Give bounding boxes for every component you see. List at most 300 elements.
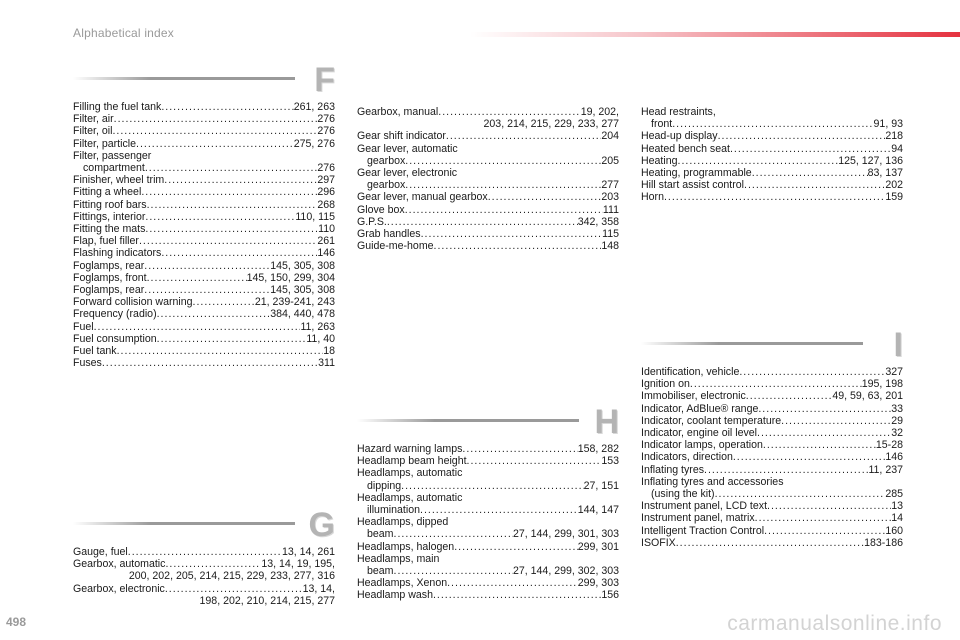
entry-pages: 153 [601, 455, 619, 468]
entry-name: Indicators, direction [641, 451, 733, 464]
dot-leader [718, 130, 886, 142]
entry-name: Filter, particle [73, 137, 136, 150]
entry-name: Headlamps, main [357, 552, 440, 565]
entry-name: Filter, passenger [73, 149, 152, 162]
dot-leader [112, 125, 317, 137]
dot-leader [94, 321, 301, 333]
index-entry [641, 451, 903, 463]
dot-leader [421, 228, 603, 240]
entry-pages: 14 [891, 512, 903, 525]
entry-pages: 13 [891, 500, 903, 513]
index-entry [73, 211, 335, 223]
entry-pages: 276 [317, 162, 335, 175]
entry-name: Foglamps, rear [73, 259, 145, 272]
entry-name: Hill start assist control [641, 179, 745, 192]
index-entry [357, 443, 619, 455]
dot-leader [193, 296, 255, 308]
entry-name: Fitting a wheel [73, 186, 142, 199]
entry-pages: 13, 14, [302, 582, 335, 595]
index-entry [641, 439, 903, 451]
dot-leader [165, 558, 261, 570]
entry-pages: 27, 144, 299, 302, 303 [512, 565, 619, 578]
dot-leader [744, 179, 885, 191]
entry-name: Headlamps, dipped [357, 516, 449, 529]
index-entry [357, 118, 619, 130]
entry-name: Fuel tank [73, 345, 117, 358]
index-entry [73, 101, 335, 113]
dot-leader [145, 223, 318, 235]
entry-pages: 145, 305, 308 [270, 284, 335, 297]
entry-name: Foglamps, rear [73, 284, 145, 297]
entry-pages: 277 [601, 179, 619, 192]
entry-pages: 159 [885, 191, 903, 204]
dot-leader [433, 589, 601, 601]
entry-pages: 115 [602, 228, 619, 241]
entry-name: Flap, fuel filler [73, 235, 139, 248]
index-entry [73, 174, 335, 186]
dot-leader [758, 403, 891, 415]
entry-pages: 83, 137 [867, 167, 903, 180]
index-entry [357, 155, 619, 167]
index-entry [73, 235, 335, 247]
section-i [641, 326, 903, 549]
dot-leader [676, 537, 864, 549]
dot-leader [733, 451, 885, 463]
section-g-continued [357, 106, 619, 252]
entry-pages: 145, 150, 299, 304 [246, 271, 335, 284]
index-entry [641, 390, 903, 402]
dot-leader [405, 179, 601, 191]
dot-leader [672, 118, 873, 130]
entry-name: Headlamps, automatic [357, 467, 463, 480]
index-entries [641, 106, 903, 204]
page-number: 498 [6, 615, 27, 629]
index-entry [73, 333, 335, 345]
entry-name: gearbox [367, 154, 406, 167]
entry-name: Flashing indicators [73, 247, 162, 260]
entry-name: dipping [367, 479, 402, 492]
index-entry [357, 528, 619, 540]
index-entry [641, 476, 903, 488]
entry-name: Indicator, AdBlue® range [641, 402, 759, 415]
index-entry [641, 143, 903, 155]
entry-name: Gear lever, automatic [357, 142, 458, 155]
entry-pages: 19, 202, [580, 106, 619, 118]
index-entry [641, 403, 903, 415]
entry-pages: 32 [891, 427, 903, 440]
entry-name: Head-up display [641, 130, 718, 143]
dot-leader [102, 357, 318, 369]
index-entry [357, 130, 619, 142]
entry-pages: 94 [891, 142, 903, 155]
index-entry [641, 415, 903, 427]
entry-name: Headlamp wash [357, 589, 433, 602]
index-entry [357, 553, 619, 565]
index-entry [73, 138, 335, 150]
dot-leader [462, 443, 577, 455]
index-entry [357, 455, 619, 467]
dot-leader [161, 101, 293, 113]
entry-pages: 276 [317, 113, 335, 126]
entry-name: Gear lever, manual gearbox [357, 191, 488, 204]
entry-name: Headlamps, Xenon [357, 577, 448, 590]
entry-name: Finisher, wheel trim [73, 174, 165, 187]
index-entry [357, 191, 619, 203]
dot-leader [752, 167, 868, 179]
entry-name: Heated bench seat [641, 142, 730, 155]
entry-pages: 110 [318, 223, 335, 236]
entry-pages: 13, 14, 19, 195, [261, 558, 335, 571]
index-entry [641, 378, 903, 390]
entry-pages: 203, 214, 215, 229, 233, 277 [483, 118, 619, 131]
index-entry [641, 512, 903, 524]
entry-pages: 15-28 [875, 439, 903, 452]
dot-leader [446, 130, 601, 142]
entry-pages: 200, 202, 205, 214, 215, 229, 233, 277, 316 [128, 570, 335, 583]
section-letter: F [314, 61, 335, 99]
entry-name: Gear shift indicator [357, 130, 446, 143]
entry-pages: 21, 239-241, 243 [254, 296, 335, 309]
entry-pages: 160 [885, 524, 903, 537]
dot-leader [704, 464, 868, 476]
entry-pages: 146 [885, 451, 903, 464]
entry-name: Gearbox, electronic [73, 582, 165, 595]
entry-name: Guide-me-home [357, 240, 434, 253]
entry-name: Instrument panel, LCD text [641, 500, 768, 513]
entry-name: Horn [641, 191, 664, 204]
dot-leader [145, 211, 295, 223]
entry-pages: 148 [601, 240, 619, 253]
dot-leader [763, 439, 876, 451]
index-entry [641, 427, 903, 439]
dot-leader [405, 204, 603, 216]
entry-name: Forward collision warning [73, 296, 193, 309]
entry-pages: 145, 305, 308 [270, 259, 335, 272]
entry-name: Headlamps, automatic [357, 491, 463, 504]
entry-name: Head restraints, [641, 106, 716, 118]
entry-name: Headlamp beam height [357, 455, 467, 468]
entry-name: (using the kit) [651, 488, 715, 501]
section-divider [73, 77, 295, 80]
entry-name: Fittings, interior [73, 210, 146, 223]
header-title: Alphabetical index [73, 26, 175, 40]
entry-pages: 125, 127, 136 [838, 154, 903, 167]
dot-leader [755, 512, 892, 524]
entry-pages: 311 [318, 357, 335, 370]
section-g-header [73, 506, 335, 546]
section-letter: H [594, 403, 619, 441]
index-entry [641, 106, 903, 118]
entry-pages: 261 [317, 235, 335, 248]
entry-name: beam [367, 528, 394, 541]
entry-name: Indicator, engine oil level [641, 427, 758, 440]
entry-pages: 144, 147 [577, 504, 619, 517]
entry-name: Gearbox, automatic [73, 558, 166, 571]
index-entry [641, 525, 903, 537]
entry-name: Fuel consumption [73, 332, 157, 345]
dot-leader [781, 415, 891, 427]
entry-pages: 110, 115 [295, 210, 335, 223]
entry-pages: 202 [885, 179, 903, 192]
dot-leader [114, 113, 318, 125]
entry-name: Inflating tyres and accessories [641, 475, 784, 488]
dot-leader [128, 546, 282, 558]
index-entry [73, 558, 335, 570]
entry-pages: 297 [317, 174, 335, 187]
entry-name: ISOFIX [641, 536, 676, 549]
index-entry [357, 143, 619, 155]
entry-name: Immobiliser, electronic [641, 390, 746, 403]
section-divider [357, 419, 579, 422]
dot-leader [145, 162, 317, 174]
dot-leader [739, 366, 885, 378]
entry-name: illumination [367, 504, 420, 517]
entry-pages: 11, 40 [306, 332, 335, 345]
entry-pages: 327 [885, 366, 903, 378]
index-entry [73, 284, 335, 296]
entry-pages: 27, 151 [583, 479, 619, 492]
dot-leader [690, 378, 862, 390]
entry-pages: 275, 276 [293, 137, 335, 150]
dot-leader [147, 272, 247, 284]
entry-pages: 205 [601, 154, 619, 167]
section-h-header [357, 403, 619, 443]
entry-name: Intelligent Traction Control [641, 524, 765, 537]
index-entries [73, 546, 335, 607]
index-entry [641, 179, 903, 191]
entry-pages: 268 [317, 198, 335, 211]
index-entry [73, 570, 335, 582]
dot-leader [136, 138, 294, 150]
index-entry [73, 272, 335, 284]
index-entry [357, 565, 619, 577]
index-entries [641, 366, 903, 549]
entry-name: Heating [641, 154, 678, 167]
entry-name: Fitting the mats [73, 223, 146, 236]
index-entry [73, 296, 335, 308]
dot-leader [164, 174, 317, 186]
dot-leader [117, 345, 324, 357]
index-entry [357, 541, 619, 553]
entry-name: Gearbox, manual [357, 106, 439, 118]
dot-leader [141, 186, 317, 198]
dot-leader [144, 284, 270, 296]
dot-leader [139, 235, 317, 247]
index-entry [357, 179, 619, 191]
dot-leader [157, 308, 271, 320]
section-letter: G [308, 506, 335, 544]
index-entry [357, 204, 619, 216]
index-entry [357, 492, 619, 504]
entry-name: Heating, programmable [641, 167, 752, 180]
dot-leader [165, 583, 303, 595]
entry-pages: 11, 237 [868, 463, 903, 476]
entry-pages: 11, 263 [300, 320, 335, 333]
entry-pages: 198, 202, 210, 214, 215, 277 [199, 594, 335, 607]
entry-name: compartment [83, 162, 145, 175]
entry-name: G.P.S. [357, 215, 387, 228]
index-entry [73, 321, 335, 333]
dot-leader [715, 488, 886, 500]
index-entry [73, 247, 335, 259]
dot-leader [401, 480, 583, 492]
entry-name: Indicator lamps, operation [641, 439, 763, 452]
index-entry [73, 186, 335, 198]
index-entry [73, 223, 335, 235]
entry-pages: 204 [601, 130, 619, 143]
index-entry [641, 167, 903, 179]
entry-pages: 342, 358 [577, 215, 619, 228]
index-entry [641, 488, 903, 500]
index-entry [641, 191, 903, 203]
section-letter: I [893, 326, 903, 364]
entry-pages: 156 [601, 589, 619, 602]
entry-pages: 203 [601, 191, 619, 204]
index-entry [641, 366, 903, 378]
entry-name: gearbox [367, 179, 406, 192]
index-entry [73, 199, 335, 211]
entry-name: Ignition on [641, 378, 690, 391]
dot-leader [746, 390, 833, 402]
dot-leader [394, 565, 513, 577]
entry-pages: 91, 93 [873, 118, 903, 131]
section-g [73, 506, 335, 607]
entry-name: Headlamps, halogen [357, 540, 455, 553]
index-entry [357, 106, 619, 118]
entry-name: Indicator, coolant temperature [641, 414, 782, 427]
entry-name: Fuses [73, 357, 102, 370]
section-divider [73, 522, 295, 525]
entry-pages: 18 [323, 345, 335, 358]
entry-pages: 146 [317, 247, 335, 260]
dot-leader [678, 155, 839, 167]
dot-leader [405, 155, 601, 167]
entry-name: Filter, air [73, 113, 114, 126]
section-i-header [641, 326, 903, 366]
index-entries [73, 101, 335, 369]
entry-name: Filling the fuel tank [73, 101, 162, 113]
entry-name: Filter, oil [73, 125, 113, 138]
entry-name: Identification, vehicle [641, 366, 740, 378]
dot-leader [157, 333, 307, 345]
dot-leader [767, 500, 891, 512]
section-f-header [73, 61, 335, 101]
entry-name: Gear lever, electronic [357, 167, 458, 180]
index-entry [641, 155, 903, 167]
entry-name: front [651, 118, 673, 131]
index-entry [357, 216, 619, 228]
dot-leader [387, 216, 578, 228]
entry-pages: 195, 198 [861, 378, 903, 391]
dot-leader [144, 260, 270, 272]
index-entry [641, 464, 903, 476]
entry-name: Hazard warning lamps [357, 443, 463, 455]
entry-name: Inflating tyres [641, 463, 705, 476]
entry-pages: 299, 303 [577, 577, 619, 590]
entry-pages: 296 [317, 186, 335, 199]
dot-leader [664, 191, 885, 203]
entry-name: beam [367, 565, 394, 578]
entry-pages: 384, 440, 478 [270, 308, 335, 321]
index-entry [357, 167, 619, 179]
index-entry [357, 589, 619, 601]
entry-pages: 299, 301 [577, 540, 619, 553]
entry-pages: 183-186 [864, 536, 903, 549]
entry-name: Fitting roof bars [73, 198, 147, 211]
entry-pages: 13, 14, 261 [281, 546, 335, 558]
index-entry [73, 546, 335, 558]
entry-pages: 29 [891, 414, 903, 427]
entry-name: Foglamps, front [73, 271, 147, 284]
index-entry [357, 577, 619, 589]
index-entry [73, 583, 335, 595]
dot-leader [147, 199, 318, 211]
index-entries [357, 106, 619, 252]
section-divider [641, 342, 863, 345]
dot-leader [467, 455, 602, 467]
index-entry [73, 308, 335, 320]
index-entry [73, 162, 335, 174]
index-entries [357, 443, 619, 602]
entry-pages: 285 [885, 488, 903, 501]
dot-leader [730, 143, 891, 155]
section-h-continued [641, 106, 903, 204]
entry-name: Fuel [73, 320, 94, 333]
dot-leader [161, 247, 317, 259]
index-entry [73, 345, 335, 357]
entry-pages: 27, 144, 299, 301, 303 [512, 528, 619, 541]
dot-leader [454, 541, 578, 553]
index-entry [357, 240, 619, 252]
index-entry [73, 113, 335, 125]
index-entry [73, 150, 335, 162]
entry-pages: 218 [885, 130, 903, 143]
dot-leader [488, 191, 602, 203]
entry-name: Glove box [357, 203, 405, 216]
entry-pages: 261, 263 [293, 101, 335, 113]
entry-pages: 33 [891, 402, 903, 415]
section-f [73, 61, 335, 369]
index-entry [357, 480, 619, 492]
dot-leader [757, 427, 891, 439]
header-accent-bar [470, 32, 960, 37]
dot-leader [434, 240, 602, 252]
watermark: carmanualsonline.info [727, 612, 942, 635]
entry-name: Frequency (radio) [73, 308, 157, 321]
index-entry [357, 516, 619, 528]
index-entry [73, 125, 335, 137]
index-entry [73, 357, 335, 369]
dot-leader [764, 525, 885, 537]
section-h [357, 403, 619, 602]
index-entry [73, 260, 335, 272]
index-entry [357, 504, 619, 516]
index-entry [641, 118, 903, 130]
index-entry [641, 537, 903, 549]
index-entry [73, 595, 335, 607]
dot-leader [420, 504, 578, 516]
entry-pages: 158, 282 [577, 443, 619, 455]
entry-pages: 276 [317, 125, 335, 138]
dot-leader [438, 106, 580, 118]
dot-leader [394, 528, 513, 540]
entry-name: Grab handles [357, 228, 421, 241]
index-entry [357, 228, 619, 240]
index-entry [641, 130, 903, 142]
index-entry [357, 467, 619, 479]
dot-leader [447, 577, 578, 589]
entry-name: Instrument panel, matrix [641, 512, 755, 525]
